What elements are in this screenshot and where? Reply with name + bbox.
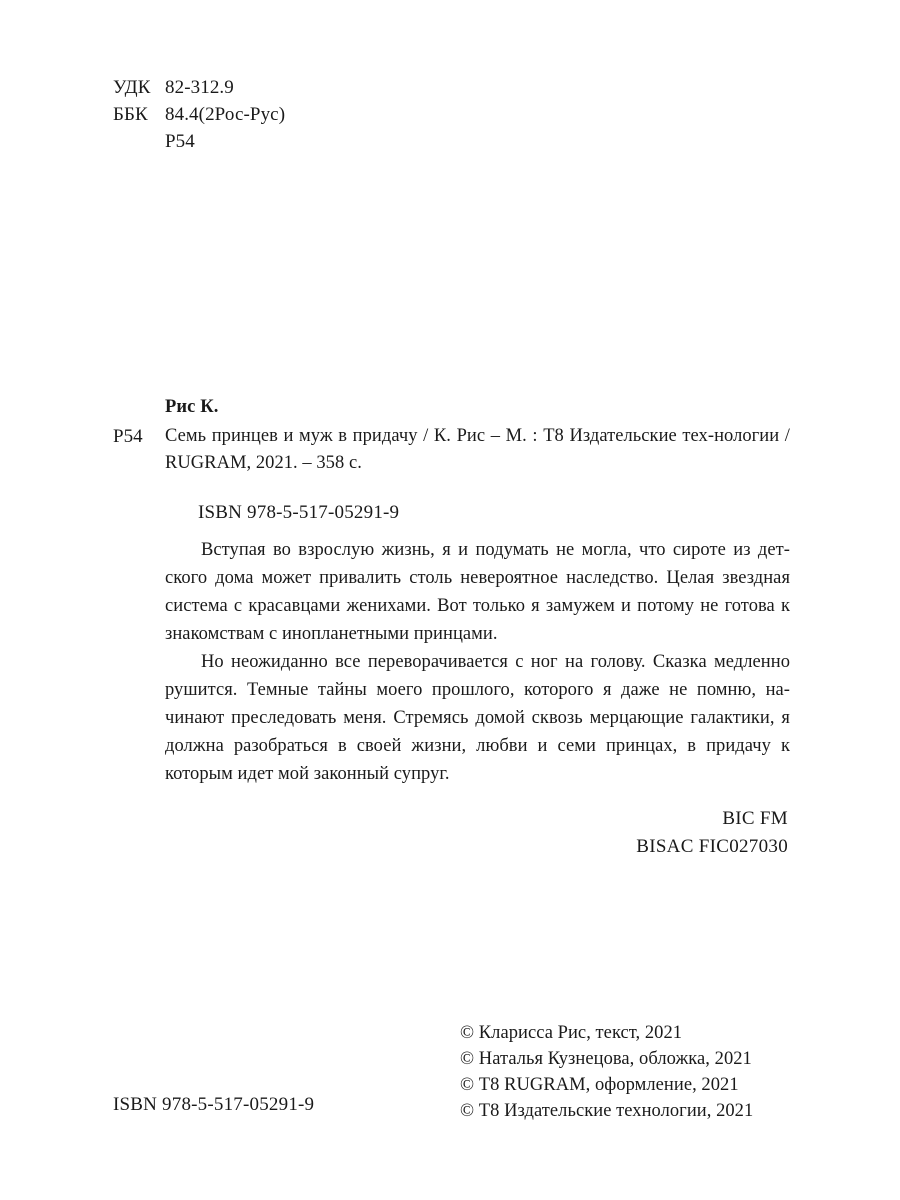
copyright-line: © Т8 Издательские технологии, 2021 <box>460 1101 754 1121</box>
annotation-block <box>165 536 790 788</box>
bic-code: BIC FM <box>722 808 788 829</box>
bisac-code: BISAC FIC027030 <box>636 836 788 857</box>
classification-row-bbk <box>113 101 285 128</box>
bibliographic-shelf-mark: Р54 <box>113 426 143 447</box>
copyright-block <box>460 1020 753 1124</box>
annotation-paragraph: Но неожиданно все переворачивается с ног на голову. Сказка медленно рушится. Темные тайны моего прошлого, которого я даже не помню, на-чинают преследовать меня. Стремясь домой сквозь мерцающие галактики, я должна разобраться в своей жизни, любви и семи принцах, в придачу к которым идет мой законный супруг. <box>165 652 790 784</box>
bibliographic-author: Рис К. <box>165 397 219 417</box>
subject-codes-block <box>636 805 788 861</box>
bibliographic-isbn: ISBN 978-5-517-05291-9 <box>198 502 400 523</box>
bibliographic-description: Семь принцев и муж в придачу / К. Рис – М. : Т8 Издательские тех-нологии / RUGRAM, 2021. – 358 с. <box>165 426 790 473</box>
classification-block <box>113 74 285 155</box>
bibliographic-record <box>113 395 790 526</box>
copyright-line: © Наталья Кузнецова, обложка, 2021 <box>460 1049 752 1069</box>
classification-value-udk: 82-312.9 <box>165 77 234 98</box>
classification-label-bbk: ББК <box>113 104 148 125</box>
copyright-line: © Кларисса Рис, текст, 2021 <box>460 1023 683 1043</box>
classification-value-bbk: 84.4(2Рос-Рус) <box>165 104 286 125</box>
bibliographic-description-row <box>113 423 790 477</box>
copyright-line: © Т8 RUGRAM, оформление, 2021 <box>460 1075 739 1095</box>
classification-row-udk <box>113 74 285 101</box>
classification-row-shelfmark <box>113 128 285 155</box>
classification-value-shelfmark: Р54 <box>165 131 195 152</box>
annotation-paragraph: Вступая во взрослую жизнь, я и подумать не могла, что сироте из дет-ского дома может привалить столь невероятное наследство. Целая звездная система с красавцами женихами. Вот только я замужем и потому не готова к знакомствам с инопланетными принцами. <box>165 540 790 644</box>
classification-label-udk: УДК <box>113 77 151 98</box>
footer-isbn: ISBN 978-5-517-05291-9 <box>113 1094 315 1115</box>
